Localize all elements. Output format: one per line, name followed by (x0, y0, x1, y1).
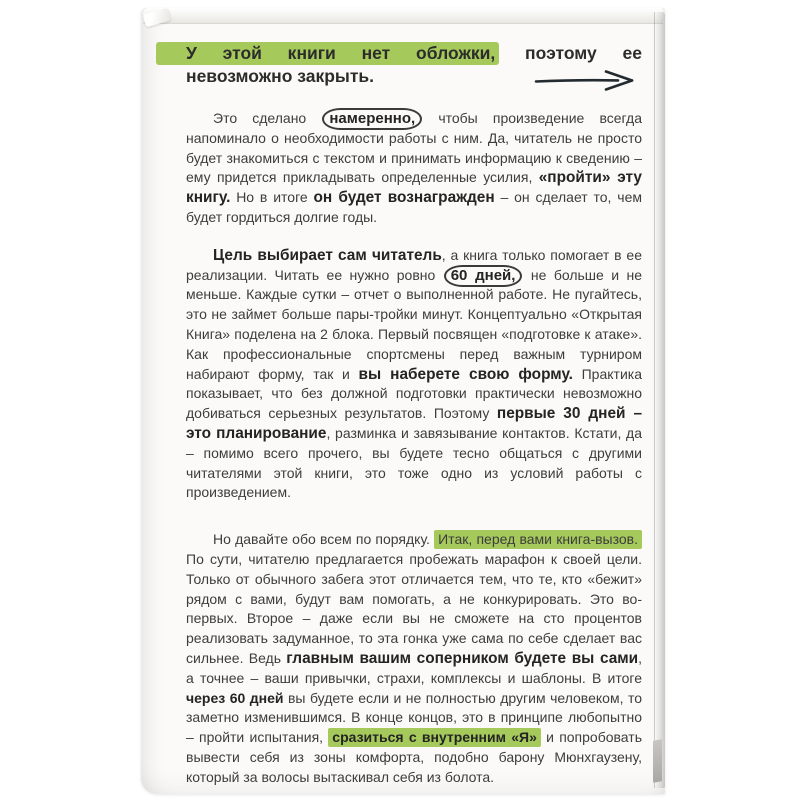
text-run: – он сделает то, чем будет гордиться долгие годы. (186, 189, 642, 225)
bold-phrase: вы наберете свою форму. (358, 365, 573, 383)
text-run: , а точнее – ваши привычки, страхи, комплексы и шаблоны. В итоге (186, 649, 642, 686)
paragraph-3 (186, 530, 642, 787)
book-bottom-right-page-edge (653, 739, 662, 783)
text-run: и попробовать вывести себя из зоны комфорта, подобно барону Мюнхгаузену, который за волосы вытаскивал себя из болота. (186, 729, 642, 785)
title-rest: поэтому ее (499, 43, 643, 63)
right-arrow-icon (534, 69, 636, 91)
text-run: чтобы произведение всегда напоминало о необходимости работы с ним. Да, читатель не просто будет знакомиться с текстом и принимать информацию к сведению – ему придется прикладывать определенные усилия, (186, 110, 642, 186)
text-run: Но в итоге (230, 189, 314, 206)
highlight-phrase-challenge-book: Итак, перед вами книга-вызов. (434, 530, 642, 549)
text-run: По сути, читателю предлагается пробежать марафон к своей цели. Только от обычного забега этот отличается тем, что те, кто «бежит» рядом с вами, будут вам помогать, а не конкурировать. Это во-первых. Второе – даже если вы не сможете на сто процентов реализовать задуманное, то эта гонка уже сама по себе сделает вас сильнее. Ведь (186, 550, 642, 666)
bold-phrase: Цель выбирает сам читатель (213, 246, 442, 264)
text-run: не больше и не меньше. Каждые сутки – отчет о выполненной работе. Не пугайтесь, это не займет больше пары-тройки минут. Концептуально «Открытая Книга» поделена на 2 блока. Первый посвящен «подготовке к атаке». Как профессиональные спортсмены перед важным турниром набирают форму, так и (186, 266, 642, 382)
highlight-phrase-inner-self: сразиться с внутренним «Я» (328, 728, 541, 747)
circled-word-namerenno: намеренно, (322, 108, 422, 130)
book-right-page-edge (654, 12, 665, 788)
bold-phrase: «пройти» эту книгу. (186, 169, 642, 207)
title-line-2: невозможно закрыть. (186, 66, 375, 86)
book-page (141, 8, 665, 794)
text-run: вы будете если и не полностью другим человеком, то заметно изменившимся. В конце концов, это в принципе любопытно – пройти испытания, (186, 689, 642, 746)
paragraph-1 (186, 109, 642, 228)
paragraph-2 (186, 246, 642, 503)
circled-phrase-60-days: 60 дней, (444, 265, 523, 287)
title-highlight-phrase: У этой книги нет обложки, (156, 42, 499, 65)
page-content (186, 42, 642, 788)
text-run: Практика показывает, что без должной подготовки практически невозможно добиваться серьезных результатов. Поэтому (186, 365, 642, 422)
text-run: Это сделано (213, 110, 322, 126)
bold-phrase: первые 30 дней – это планирование (186, 405, 643, 442)
text-run: Но давайте обо всем по порядку. (213, 531, 435, 548)
book-top-page-edge (143, 8, 663, 24)
title-line-1 (186, 42, 642, 65)
bold-phrase: главным вашим соперником будете вы сами (286, 649, 639, 667)
bold-phrase: он будет вознагражден (313, 189, 495, 207)
text-run: , разминка и завязывание контактов. Кстати, да – помимо всего прочего, вы будете тесно общаться с другими читателями этой книги, это тоже одно из условий работы с произведением. (186, 424, 643, 501)
bold-phrase: через 60 дней (186, 689, 284, 706)
page-title (186, 42, 642, 88)
text-run: , а книга только помогает в ее реализации. Читать ее нужно ровно (186, 246, 642, 283)
